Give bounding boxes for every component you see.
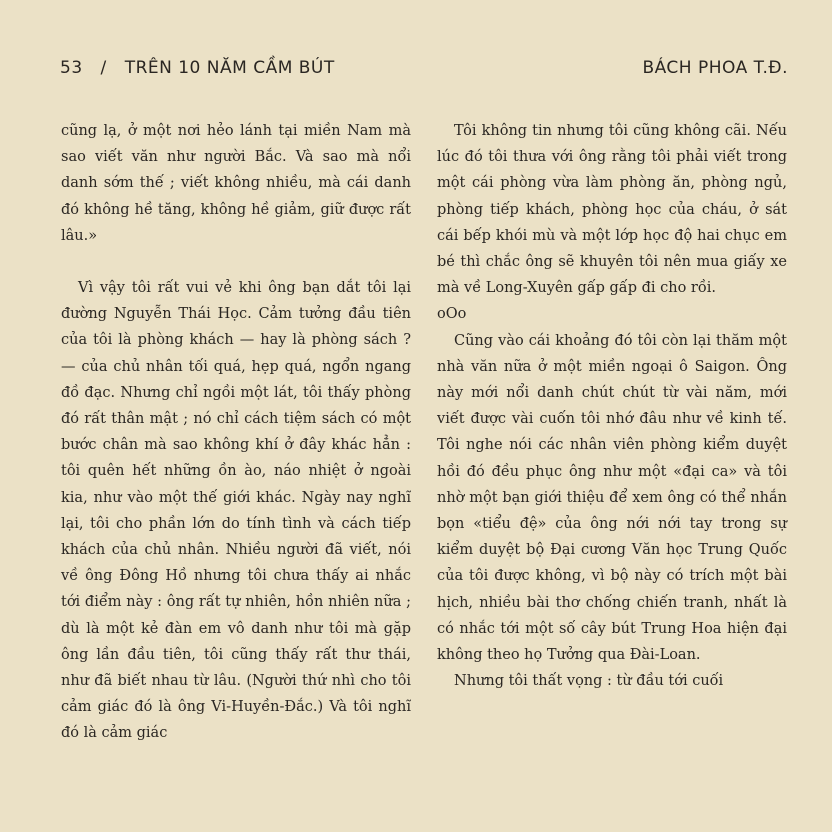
right-paragraph-1: Tôi không tin nhưng tôi cũng không cãi. Nếu lúc đó tôi thưa với ông rằng tôi phải viết trong một cái phòng vừa làm phòng ăn, phòng ngủ, phòng tiếp khách, phòng học của cháu, ở sát cái bếp khói mù và một lớp học độ hai chục em bé thì chắc ông sẽ khuyên tôi nên mua giấy xe mà về Long-Xuyên gấp gấp đi cho rồi. <box>437 123 787 297</box>
right-paragraph-3: Nhưng tôi thất vọng : từ đầu tới cuối <box>454 673 724 690</box>
right-column <box>437 118 787 694</box>
section-title: TRÊN 10 NĂM CẦM BÚT <box>124 58 335 78</box>
left-paragraph-1: cũng lạ, ở một nơi hẻo lánh tại miền Nam mà sao viết văn như người Bắc. Và sao mà nổi danh sớm thế ; viết không nhiều, mà cái danh đó không hề tăng, không hề giảm, giữ được rất lâu.» <box>61 123 411 244</box>
publication-name: BÁCH PHOA T.Đ. <box>642 58 788 78</box>
section-divider: oOo <box>437 306 467 323</box>
page-number: 53 <box>60 58 83 78</box>
left-paragraph-2: Vì vậy tôi rất vui vẻ khi ông bạn dắt tôi lại đường Nguyễn Thái Học. Cảm tưởng đầu tiên của tôi là phòng khách — hay là phòng sách ? — của chủ nhân tối quá, hẹp quá, ngổn ngang đồ đạc. Nhưng chỉ ngồi một lát, tôi thấy phòng đó rất thân mật ; nó chỉ cách tiệm sách có một bước chân mà sao không khí ở đây khác hẳn : tôi quên hết những ồn ào, náo nhiệt ở ngoài kia, như vào một thế giới khác. Ngày nay nghĩ lại, tôi cho phần lớn do tính tình và cách tiếp khách của chủ nhân. Nhiều người đã viết, nói về ông Đông Hồ nhưng tôi chưa thấy ai nhắc tới điểm này : ông rất tự nhiên, hồn nhiên nữa ; dù là một kẻ đàn em vô danh như tôi mà gặp ông lần đầu tiên, tôi cũng thấy rất thư thái, như đã biết nhau từ lâu. (Người thứ nhì cho tôi cảm giác đó là ông Vi-Huyền-Đắc.) Và tôi nghĩ đó là cảm giác <box>61 280 411 742</box>
right-paragraph-2: Cũng vào cái khoảng đó tôi còn lại thăm một nhà văn nữa ở một miền ngoại ô Saigon. Ông này mới nổi danh chút chút từ vài năm, mới viết được vài cuốn tôi nhớ đâu như về kinh tế. Tôi nghe nói các nhân viên phòng kiểm duyệt hồi đó đều phục ông như một «đại ca» và tôi nhờ một bạn giới thiệu để xem ông có thể nhắn bọn «tiểu đệ» của ông nới nới tay trong sự kiểm duyệt bộ Đại cương Văn học Trung Quốc của tôi được không, vì bộ này có trích một bài hịch, nhiều bài thơ chống chiến tranh, nhất là có nhắc tới một số cây bút Trung Hoa hiện đại không theo họ Tưởng qua Đài-Loan. <box>437 332 787 664</box>
left-column <box>61 118 411 747</box>
header-separator: / <box>100 58 107 78</box>
running-header <box>60 58 788 88</box>
header-left <box>60 58 347 78</box>
